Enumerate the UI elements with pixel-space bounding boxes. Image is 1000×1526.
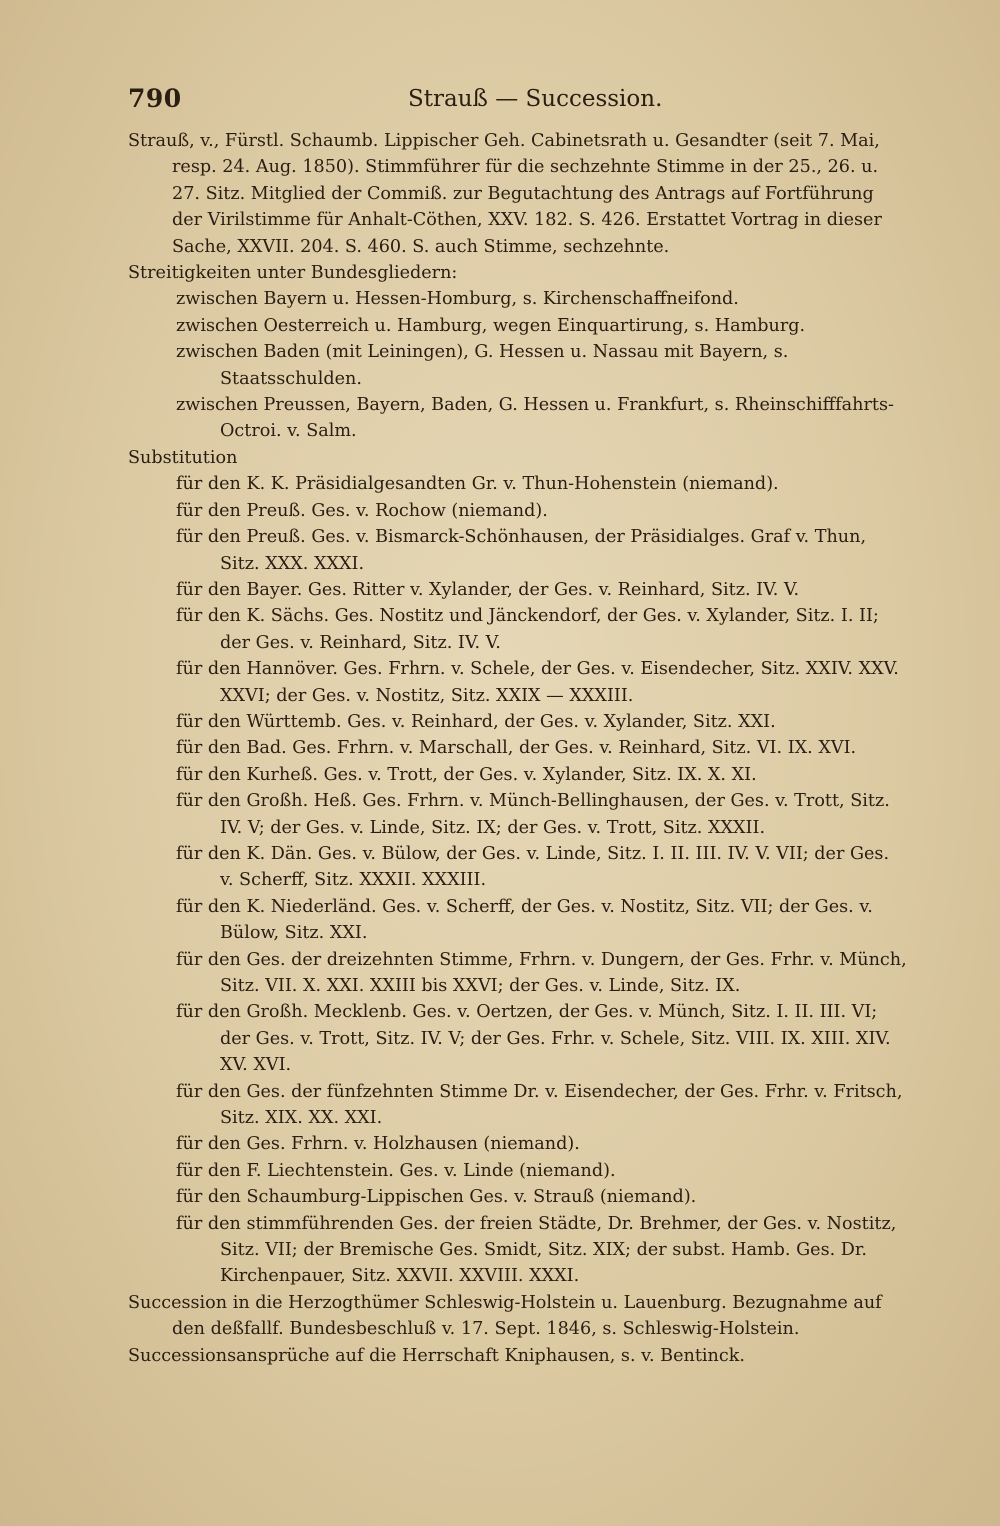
- sub-entry: für den Ges. der dreizehnten Stimme, Frhrn. v. Dungern, der Ges. Frhr. v. Münch, Sitz. VII. X. XXI. XXIII bis XXVI; der Ges. v. Linde, Sitz. IX.: [176, 949, 907, 996]
- index-entry-successionsansprueche: Successionsansprüche auf die Herrschaft Kniphausen, s. v. Bentinck.: [128, 1345, 745, 1366]
- sub-entry: für den Preuß. Ges. v. Bismarck-Schönhausen, der Präsidialges. Graf v. Thun, Sitz. XXX. XXXI.: [176, 527, 867, 574]
- sub-entry: zwischen Baden (mit Leiningen), G. Hessen u. Nassau mit Bayern, s. Staatsschulden.: [176, 342, 789, 389]
- sub-entry: für den Großh. Mecklenb. Ges. v. Oertzen, der Ges. v. Münch, Sitz. I. II. III. VI; der Ges. v. Trott, Sitz. IV. V; der Ges. Frhr. v. Schele, Sitz. VIII. IX. XIII. XIV. XV. XVI.: [176, 1002, 891, 1076]
- index-entry-strauss: Strauß, v., Fürstl. Schaumb. Lippischer Geh. Cabinetsrath u. Gesandter (seit 7. Mai, resp. 24. Aug. 1850). Stimmführer für die sechzehnte Stimme in der 25., 26. u. 27. Sitz. Mitglied der Commiß. zur Begutachtung des Antrags auf Fortführung der Virilstimme für Anhalt-Cöthen, XXV. 182. S. 426. Erstattet Vortrag in dieser Sache, XXVII. 204. S. 460. S. auch Stimme, sechzehnte.: [128, 131, 882, 257]
- sub-entry: für den Hannöver. Ges. Frhrn. v. Schele, der Ges. v. Eisendecher, Sitz. XXIV. XXV. XXVI; der Ges. v. Nostitz, Sitz. XXIX — XXXIII.: [176, 659, 899, 706]
- index-entry-streitigkeiten: Streitigkeiten unter Bundesgliedern:: [128, 263, 458, 284]
- index-entry-substitution: Substitution: [128, 447, 238, 468]
- sub-entry: für den Schaumburg-Lippischen Ges. v. Strauß (niemand).: [176, 1187, 697, 1208]
- sub-entry: für den Bad. Ges. Frhrn. v. Marschall, der Ges. v. Reinhard, Sitz. VI. IX. XVI.: [176, 738, 857, 759]
- running-head: Strauß — Succession.: [408, 86, 663, 112]
- sub-entry: für den Ges. der fünfzehnten Stimme Dr. v. Eisendecher, der Ges. Frhr. v. Fritsch, Sitz. XIX. XX. XXI.: [176, 1081, 903, 1129]
- sub-entry: für den Württemb. Ges. v. Reinhard, der Ges. v. Xylander, Sitz. XXI.: [176, 711, 776, 732]
- sub-entry: für den K. Dän. Ges. v. Bülow, der Ges. v. Linde, Sitz. I. II. III. IV. V. VII; der Ges. v. Scherff, Sitz. XXXII. XXXIII.: [176, 843, 890, 891]
- sub-entry: für den Bayer. Ges. Ritter v. Xylander, der Ges. v. Reinhard, Sitz. IV. V.: [176, 579, 800, 600]
- sub-entry: für den Preuß. Ges. v. Rochow (niemand).: [176, 500, 548, 521]
- sub-entry: für den K. Sächs. Ges. Nostitz und Jänckendorf, der Ges. v. Xylander, Sitz. I. II; der Ges. v. Reinhard, Sitz. IV. V.: [176, 606, 879, 653]
- sub-entry: für den Kurheß. Ges. v. Trott, der Ges. v. Xylander, Sitz. IX. X. XI.: [176, 764, 757, 785]
- sub-entry: für den Großh. Heß. Ges. Frhrn. v. Münch-Bellinghausen, der Ges. v. Trott, Sitz. IV. V; der Ges. v. Linde, Sitz. IX; der Ges. v. Trott, Sitz. XXXII.: [176, 791, 890, 838]
- page-header: [128, 84, 908, 118]
- sub-entry: zwischen Preussen, Bayern, Baden, G. Hessen u. Frankfurt, s. Rheinschifffahrts-Octroi. v. Salm.: [176, 395, 894, 442]
- index-body: [128, 128, 908, 1369]
- page-number: 790: [128, 84, 182, 113]
- sub-entry: für den stimmführenden Ges. der freien Städte, Dr. Brehmer, der Ges. v. Nostitz, Sitz. VII; der Bremische Ges. Smidt, Sitz. XIX; der subst. Hamb. Ges. Dr. Kirchenpauer, Sitz. XXVII. XXVIII. XXXI.: [176, 1213, 897, 1287]
- sub-entry: für den F. Liechtenstein. Ges. v. Linde (niemand).: [176, 1160, 616, 1181]
- sub-entry: für den Ges. Frhrn. v. Holzhausen (niemand).: [176, 1134, 580, 1155]
- sub-entry: für den K. Niederländ. Ges. v. Scherff, der Ges. v. Nostitz, Sitz. VII; der Ges. v. Bülow, Sitz. XXI.: [176, 896, 873, 944]
- sub-entry: zwischen Oesterreich u. Hamburg, wegen Einquartirung, s. Hamburg.: [176, 315, 806, 336]
- sub-entry: für den K. K. Präsidialgesandten Gr. v. Thun-Hohenstein (niemand).: [176, 474, 779, 495]
- index-entry-succession: Succession in die Herzogthümer Schleswig-Holstein u. Lauenburg. Bezugnahme auf den deßfallf. Bundesbeschluß v. 17. Sept. 1846, s. Schleswig-Holstein.: [128, 1292, 882, 1340]
- sub-entry: zwischen Bayern u. Hessen-Homburg, s. Kirchenschaffneifond.: [176, 289, 739, 310]
